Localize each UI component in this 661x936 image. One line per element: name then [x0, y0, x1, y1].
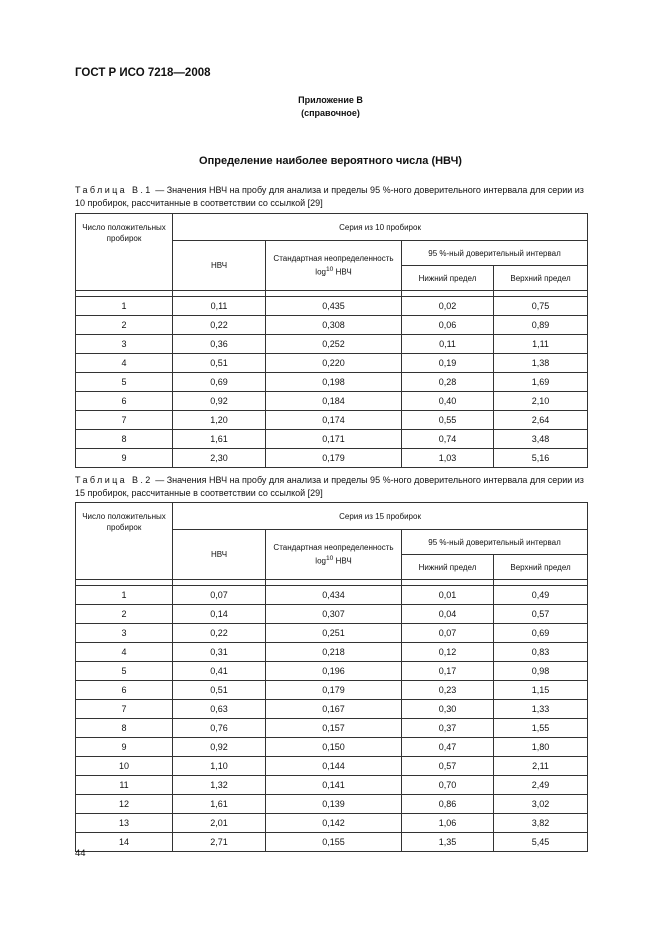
table-cell: 0,86 — [402, 795, 494, 814]
table-cell: 1 — [76, 297, 173, 316]
table-cell: 2,11 — [494, 757, 588, 776]
table-cell: 1,38 — [494, 354, 588, 373]
table-cell: 2,10 — [494, 392, 588, 411]
table1-caption — [75, 184, 595, 210]
table-cell: 7 — [76, 411, 173, 430]
table-cell: 8 — [76, 430, 173, 449]
table-cell: 0,01 — [402, 586, 494, 605]
table-row — [76, 354, 588, 373]
table-cell: 0,198 — [266, 373, 402, 392]
std-uncertainty-header: Стандартная неопределенность $\log^{10}$ НВЧ — [266, 241, 402, 291]
table-cell: 0,07 — [402, 624, 494, 643]
table-cell: 0,49 — [494, 586, 588, 605]
table-cell: 0,139 — [266, 795, 402, 814]
table-cell: 0,57 — [402, 757, 494, 776]
table-cell: 0,218 — [266, 643, 402, 662]
table-row — [76, 700, 588, 719]
table-cell: 0,04 — [402, 605, 494, 624]
table-cell: 5 — [76, 373, 173, 392]
table-row — [76, 814, 588, 833]
table-cell: 0,02 — [402, 297, 494, 316]
table-cell: 0,40 — [402, 392, 494, 411]
table-cell: 1 — [76, 586, 173, 605]
table-cell: 0,17 — [402, 662, 494, 681]
table-cell: 5,45 — [494, 833, 588, 852]
table-cell: 0,308 — [266, 316, 402, 335]
table-cell: 1,06 — [402, 814, 494, 833]
table-cell: 7 — [76, 700, 173, 719]
table-row — [76, 373, 588, 392]
table-cell: 1,32 — [173, 776, 266, 795]
table-cell: 14 — [76, 833, 173, 852]
table-cell: 2,64 — [494, 411, 588, 430]
table-cell: 1,55 — [494, 719, 588, 738]
table-cell: 0,47 — [402, 738, 494, 757]
section-title: Определение наиболее вероятного числа (НВЧ) — [199, 155, 462, 167]
table-cell: 1,15 — [494, 681, 588, 700]
table-cell: 0,171 — [266, 430, 402, 449]
table-cell: 0,14 — [173, 605, 266, 624]
table-row — [76, 430, 588, 449]
table-row — [76, 795, 588, 814]
table-cell: 3,48 — [494, 430, 588, 449]
mpn-table-15-tubes — [75, 502, 588, 852]
table-cell: 0,435 — [266, 297, 402, 316]
table-cell: 5 — [76, 662, 173, 681]
table-cell: 0,07 — [173, 586, 266, 605]
table-row — [76, 392, 588, 411]
table-cell: 0,141 — [266, 776, 402, 795]
table-cell: 2,49 — [494, 776, 588, 795]
table2-caption-text: — Значения НВЧ на пробу для анализа и пределы 95 %-ного доверительного интервала для серии из 15 пробирок, рассчитанные в соответствии со ссылкой [29] — [75, 475, 584, 498]
table-row — [76, 757, 588, 776]
table-cell: 0,98 — [494, 662, 588, 681]
table-cell: 0,307 — [266, 605, 402, 624]
table-cell: 12 — [76, 795, 173, 814]
table-row — [76, 681, 588, 700]
table-cell: 0,251 — [266, 624, 402, 643]
table-row — [76, 738, 588, 757]
table-cell: 0,37 — [402, 719, 494, 738]
table-row — [76, 605, 588, 624]
table-cell: 0,184 — [266, 392, 402, 411]
table-cell: 0,51 — [173, 354, 266, 373]
table-cell: 2,01 — [173, 814, 266, 833]
table-row — [76, 449, 588, 468]
table-row — [76, 316, 588, 335]
table-cell: 3 — [76, 624, 173, 643]
positive-count-header: Число положительных пробирок — [76, 214, 173, 291]
table-cell: 6 — [76, 392, 173, 411]
table-cell: 0,11 — [173, 297, 266, 316]
series-header: Серия из 10 пробирок — [173, 214, 588, 241]
table-cell: 0,75 — [494, 297, 588, 316]
table2-caption-label: Таблица В.2 — [75, 475, 153, 485]
table2-caption — [75, 474, 595, 500]
mpn-header: НВЧ — [173, 241, 266, 291]
table-cell: 0,12 — [402, 643, 494, 662]
page-number: 44 — [75, 848, 86, 859]
mpn-header: НВЧ — [173, 530, 266, 580]
table-cell: 0,157 — [266, 719, 402, 738]
table-cell: 4 — [76, 354, 173, 373]
table-cell: 6 — [76, 681, 173, 700]
table-row — [76, 411, 588, 430]
table-cell: 0,155 — [266, 833, 402, 852]
lower-limit-header: Нижний предел — [402, 555, 494, 580]
upper-limit-header: Верхний предел — [494, 266, 588, 291]
table-cell: 1,61 — [173, 795, 266, 814]
table-cell: 0,92 — [173, 392, 266, 411]
table-cell: 0,28 — [402, 373, 494, 392]
table-cell: 0,22 — [173, 624, 266, 643]
table-cell: 1,11 — [494, 335, 588, 354]
table1-caption-label: Таблица В.1 — [75, 185, 153, 195]
table-cell: 0,252 — [266, 335, 402, 354]
table-cell: 1,35 — [402, 833, 494, 852]
table-cell: 0,144 — [266, 757, 402, 776]
table1-caption-text: — Значения НВЧ на пробу для анализа и пределы 95 %-ного доверительного интервала для серии из 10 пробирок, рассчитанные в соответствии со ссылкой [29] — [75, 185, 584, 208]
table-row — [76, 833, 588, 852]
table-cell: 0,23 — [402, 681, 494, 700]
ci-header: 95 %-ный доверительный интервал — [402, 530, 588, 555]
table-cell: 0,196 — [266, 662, 402, 681]
upper-limit-header: Верхний предел — [494, 555, 588, 580]
table-cell: 1,03 — [402, 449, 494, 468]
table-row — [76, 297, 588, 316]
table-cell: 1,33 — [494, 700, 588, 719]
table-cell: 3,82 — [494, 814, 588, 833]
table-cell: 2 — [76, 605, 173, 624]
table-cell: 0,70 — [402, 776, 494, 795]
table-cell: 0,142 — [266, 814, 402, 833]
appendix-title: Приложение В — [298, 95, 363, 105]
table-row — [76, 662, 588, 681]
table-cell: 3 — [76, 335, 173, 354]
table-cell: 0,22 — [173, 316, 266, 335]
mpn-table-10-tubes — [75, 213, 588, 468]
table-cell: 5,16 — [494, 449, 588, 468]
table-cell: 2 — [76, 316, 173, 335]
table-cell: 0,30 — [402, 700, 494, 719]
table-cell: 0,92 — [173, 738, 266, 757]
table-cell: 0,55 — [402, 411, 494, 430]
table-cell: 2,30 — [173, 449, 266, 468]
table-cell: 13 — [76, 814, 173, 833]
table-cell: 0,36 — [173, 335, 266, 354]
table-cell: 1,61 — [173, 430, 266, 449]
lower-limit-header: Нижний предел — [402, 266, 494, 291]
table-cell: 0,63 — [173, 700, 266, 719]
table-row — [76, 335, 588, 354]
table-cell: 0,179 — [266, 681, 402, 700]
table-cell: 0,11 — [402, 335, 494, 354]
table-cell: 0,57 — [494, 605, 588, 624]
table-cell: 1,80 — [494, 738, 588, 757]
table-row — [76, 586, 588, 605]
table-cell: 0,41 — [173, 662, 266, 681]
table-cell: 9 — [76, 738, 173, 757]
table-cell: 0,89 — [494, 316, 588, 335]
table-cell: 0,31 — [173, 643, 266, 662]
table-cell: 0,69 — [173, 373, 266, 392]
table-cell: 0,220 — [266, 354, 402, 373]
table-cell: 4 — [76, 643, 173, 662]
table-cell: 0,150 — [266, 738, 402, 757]
table-cell: 0,06 — [402, 316, 494, 335]
table-cell: 9 — [76, 449, 173, 468]
table-cell: 1,10 — [173, 757, 266, 776]
table-cell: 0,76 — [173, 719, 266, 738]
table-row — [76, 719, 588, 738]
table-row — [76, 776, 588, 795]
table-cell: 10 — [76, 757, 173, 776]
table-cell: 8 — [76, 719, 173, 738]
table-row — [76, 624, 588, 643]
table-cell: 0,167 — [266, 700, 402, 719]
table-cell: 1,20 — [173, 411, 266, 430]
table-cell: 3,02 — [494, 795, 588, 814]
std-uncertainty-header: Стандартная неопределенность $\log^{10}$ НВЧ — [266, 530, 402, 580]
table-cell: 0,69 — [494, 624, 588, 643]
table-cell: 0,174 — [266, 411, 402, 430]
table-cell: 0,19 — [402, 354, 494, 373]
ci-header: 95 %-ный доверительный интервал — [402, 241, 588, 266]
positive-count-header: Число положительных пробирок — [76, 503, 173, 580]
table-cell: 0,434 — [266, 586, 402, 605]
table-cell: 1,69 — [494, 373, 588, 392]
table-cell: 0,83 — [494, 643, 588, 662]
table-cell: 11 — [76, 776, 173, 795]
table-cell: 2,71 — [173, 833, 266, 852]
table-cell: 0,179 — [266, 449, 402, 468]
appendix-type: (справочное) — [301, 108, 360, 118]
series-header: Серия из 15 пробирок — [173, 503, 588, 530]
table-row — [76, 643, 588, 662]
table-cell: 0,74 — [402, 430, 494, 449]
document-id: ГОСТ Р ИСО 7218—2008 — [75, 67, 211, 79]
table-cell: 0,51 — [173, 681, 266, 700]
